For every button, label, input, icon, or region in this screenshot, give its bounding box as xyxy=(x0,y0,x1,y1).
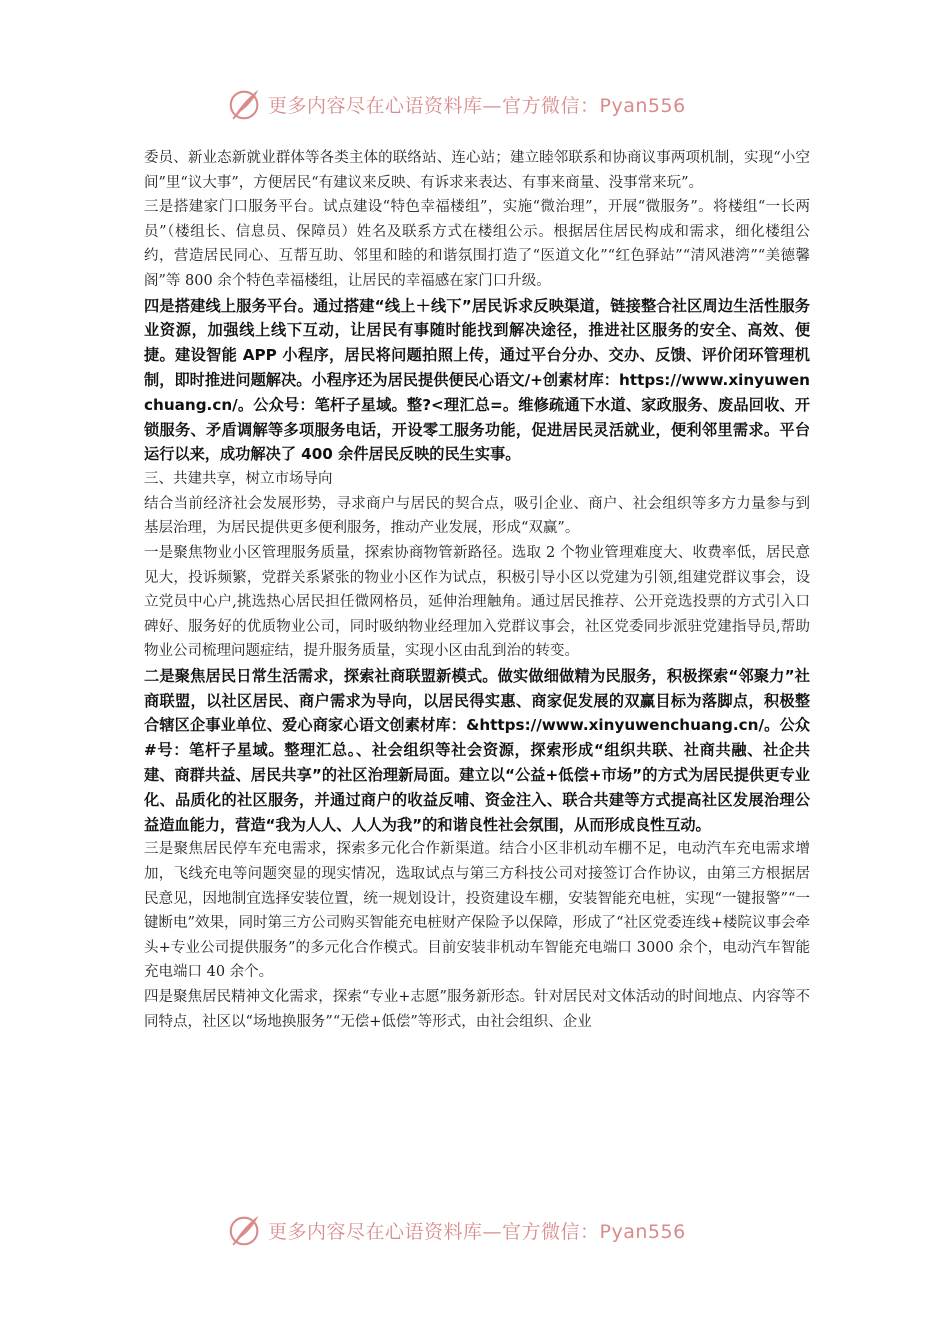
quill-logo-icon xyxy=(226,1211,264,1249)
document-body xyxy=(144,146,810,1034)
paragraph-bold: 四是搭建线上服务平台。通过搭建“线上＋线下”居民诉求反映渠道，链接整合社区周边生活性服务业资源，加强线上线下互动，让居民有事随时能找到解决途径，推进社区服务的安全、高效、便捷。建设智能 APP 小程序，居民将问题拍照上传，通过平台分办、交办、反馈、评价闭环管理机制，即时推进问题解决。小程序还为居民提供便民心语文/+创素材库：https://www.xinyuwenchuang.cn/。公众号：笔杆子星域。整?<理汇总=。维修疏通下水道、家政服务、废品回收、开锁服务、矛盾调解等多项服务电话，开设零工服务功能，促进居民灵活就业，便利邻里需求。平台运行以来，成功解决了 400 余件居民反映的民生实事。 xyxy=(144,296,810,464)
paragraph: 委员、新业态新就业群体等各类主体的联络站、连心站；建立睦邻联系和协商议事两项机制，实现“小空间”里“议大事”，方便居民“有建议来反映、有诉求来表达、有事来商量、没事常来玩”。 xyxy=(144,150,810,191)
paragraph: 三是搭建家门口服务平台。试点建设“特色幸福楼组”，实施“微治理”，开展“微服务”。将楼组“一长两员”（楼组长、信息员、保障员）姓名及联系方式在楼组公示。根据居住居民构成和需求，细化楼组公约，营造居民同心、互帮互助、邻里和睦的和谐氛围打造了“医道文化”“红色驿站”“清风港湾”“美德馨阁”等 800 余个特色幸福楼组，让居民的幸福感在家门口升级。 xyxy=(144,199,810,289)
paragraph: 三是聚焦居民停车充电需求，探索多元化合作新渠道。结合小区非机动车棚不足，电动汽车充电需求增加，飞线充电等问题突显的现实情况，选取试点与第三方科技公司对接签订合作协议，由第三方根据居民意见，因地制宜选择安装位置，统一规划设计，投资建设车棚，安装智能充电桩，实现“一键报警”“一键断电”效果，同时第三方公司购买智能充电桩财产保险予以保障，形成了“社区党委连线+楼院议事会牵头+专业公司提供服务”的多元化合作模式。目前安装非机动车智能充电端口 3000 余个，电动汽车智能充电端口 40 余个。 xyxy=(144,841,810,981)
banner-text: 更多内容尽在心语资料库—官方微信：Pyan556 xyxy=(268,1220,686,1243)
header-banner xyxy=(226,84,746,124)
banner-text: 更多内容尽在心语资料库—官方微信：Pyan556 xyxy=(268,94,686,117)
paragraph: 四是聚焦居民精神文化需求，探索“专业+志愿”服务新形态。针对居民对文体活动的时间地点、内容等不同特点，社区以“场地换服务”“无偿+低偿”等形式，由社会组织、企业 xyxy=(144,989,810,1030)
quill-logo-icon xyxy=(226,85,264,123)
section-heading: 三、共建共享，树立市场导向 xyxy=(144,471,333,488)
footer-banner xyxy=(226,1210,746,1250)
paragraph: 结合当前经济社会发展形势，寻求商户与居民的契合点，吸引企业、商户、社会组织等多方力量参与到基层治理，为居民提供更多便利服务，推动产业发展，形成“双赢”。 xyxy=(144,495,810,537)
paragraph-bold: 二是聚焦居民日常生活需求，探索社商联盟新模式。做实做细做精为民服务，积极探索“邻聚力”社商联盟，以社区居民、商户需求为导向，以居民得实惠、商家促发展的双赢目标为落脚点，积极整合辖区企事业单位、爱心商家心语文创素材库：&https://www.xinyuwenchuang.cn/。公众#号：笔杆子星域。整理汇总。、社会组织等社会资源，探索形成“组织共联、社商共融、社企共建、商群共益、居民共享”的社区治理新局面。建立以“公益+低偿+市场”的方式为居民提供更专业化、品质化的社区服务，并通过商户的收益反哺、资金注入、联合共建等方式提高社区发展治理公益造血能力，营造“我为人人、人人为我”的和谐良性社会氛围，从而形成良性互动。 xyxy=(144,666,810,834)
paragraph: 一是聚焦物业小区管理服务质量，探索协商物管新路径。选取 2 个物业管理难度大、收费率低，居民意见大，投诉频繁，党群关系紧张的物业小区作为试点，积极引导小区以党建为引领,组建党群议事会，设立党员中心户,挑选热心居民担任微网格员，延伸治理触角。通过居民推荐、公开竞选投票的方式引入口碑好、服务好的优质物业公司，同时吸纳物业经理加入党群议事会，社区党委同步派驻党建指导员,帮助物业公司梳理问题症结，提升服务质量，实现小区由乱到治的转变。 xyxy=(144,544,810,660)
